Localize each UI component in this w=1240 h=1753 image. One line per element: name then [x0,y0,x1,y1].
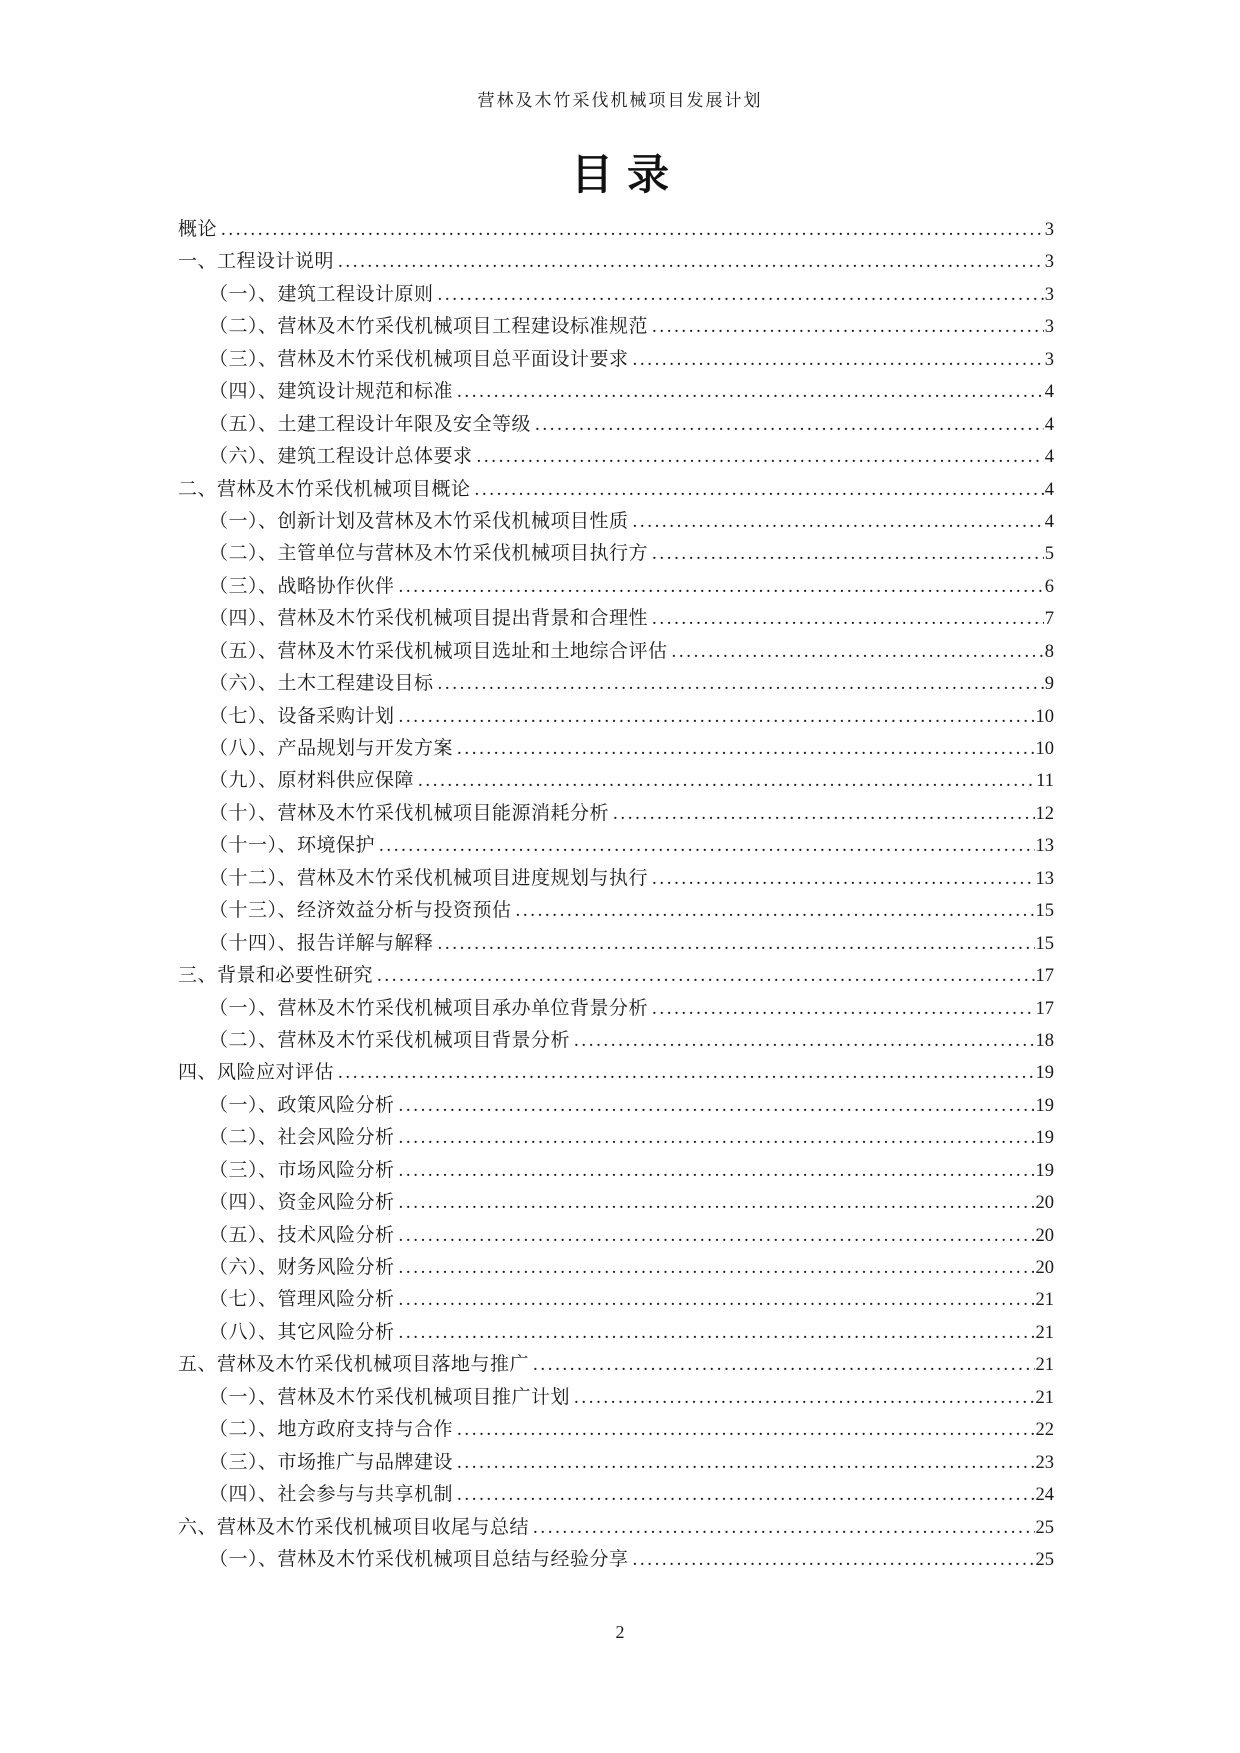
toc-entry[interactable] [178,279,1054,311]
toc-entry-page: 20 [1035,1193,1054,1214]
toc-entry[interactable] [178,1284,1054,1316]
toc-entry[interactable] [178,1382,1054,1414]
toc-entry-label: （四）、社会参与与共享机制 [209,1484,454,1506]
toc-leader-dots [221,214,1044,246]
toc-entry-page: 4 [1044,511,1054,532]
toc-entry[interactable] [178,668,1054,700]
toc-entry-page: 24 [1035,1485,1054,1506]
toc-title: 目录 [570,153,683,199]
toc-entry-page: 12 [1035,803,1054,824]
toc-leader-dots [574,1025,1034,1057]
toc-leader-dots [477,441,1044,473]
toc-entry-page: 15 [1035,901,1054,922]
toc-entry-page: 23 [1035,1452,1054,1473]
toc-entry[interactable] [178,1544,1054,1576]
toc-entry-label: （三）、营林及木竹采伐机械项目总平面设计要求 [209,348,629,370]
toc-entry-label: （八）、其它风险分析 [209,1321,395,1343]
toc-entry-page: 20 [1035,1258,1054,1278]
toc-entry-page: 10 [1035,739,1054,759]
toc-entry-label: （三）、市场推广与品牌建设 [209,1451,454,1473]
toc-entry-label: （一）、营林及木竹采伐机械项目总结与经验分享 [209,1548,629,1570]
toc-leader-dots [533,1512,1034,1544]
toc-entry-page: 11 [1036,771,1054,792]
toc-entry-page: 4 [1044,382,1054,403]
toc-leader-dots [652,538,1044,570]
toc-entry[interactable] [178,1057,1054,1089]
toc-entry-page: 4 [1044,447,1054,468]
toc-entry[interactable] [178,1479,1054,1511]
toc-entry[interactable] [178,506,1054,538]
toc-leader-dots [633,506,1044,538]
toc-leader-dots [457,1414,1034,1446]
toc-entry-page: 7 [1044,609,1054,630]
toc-entry-label: （七）、设备采购计划 [209,705,395,727]
toc-entry-page: 21 [1035,1322,1054,1343]
toc-leader-dots [338,246,1044,278]
toc-leader-dots [672,636,1044,668]
page-number-footer: 2 [615,1622,625,1642]
toc-entry[interactable] [178,765,1054,797]
toc-entry-page: 3 [1044,252,1054,273]
toc-entry-page: 19 [1035,1063,1054,1084]
toc-leader-dots [457,1447,1034,1479]
toc-entry-label: （九）、原材料供应保障 [209,770,415,792]
toc-entry[interactable] [178,895,1054,927]
toc-entry-label: （七）、管理风险分析 [209,1289,395,1311]
toc-leader-dots [457,1479,1034,1511]
toc-leader-dots [399,1284,1035,1316]
toc-entry-label: （一）、营林及木竹采伐机械项目推广计划 [209,1386,571,1408]
toc-entry[interactable] [178,603,1054,635]
toc-entry[interactable] [178,798,1054,830]
toc-entry[interactable] [178,1414,1054,1446]
toc-entry[interactable] [178,311,1054,343]
toc-leader-dots [475,474,1044,506]
toc-leader-dots [652,993,1034,1025]
toc-entry[interactable] [178,1512,1054,1544]
toc-entry-label: （五）、营林及木竹采伐机械项目选址和土地综合评估 [209,640,668,662]
toc-entry[interactable] [178,701,1054,733]
toc-entry-label: （十）、营林及木竹采伐机械项目能源消耗分析 [209,802,610,824]
toc-entry[interactable] [178,1090,1054,1122]
toc-entry-label: （二）、地方政府支持与合作 [209,1419,454,1441]
toc-entry[interactable] [178,214,1054,246]
toc-entry-label: （三）、市场风险分析 [209,1159,395,1181]
toc-leader-dots [399,1220,1035,1252]
toc-entry-page: 13 [1035,868,1054,889]
toc-entry-label: （二）、营林及木竹采伐机械项目背景分析 [209,1029,571,1051]
toc-leader-dots [399,1252,1035,1284]
toc-leader-dots [418,765,1035,797]
toc-entry-label: 六、营林及木竹采伐机械项目收尾与总结 [178,1516,530,1538]
toc-entry-label: 五、营林及木竹采伐机械项目落地与推广 [178,1354,530,1376]
toc-entry-label: （一）、营林及木竹采伐机械项目承办单位背景分析 [209,997,649,1019]
toc-entry[interactable] [178,1220,1054,1252]
toc-entry-page: 9 [1044,674,1054,695]
toc-entry-label: （四）、建筑设计规范和标准 [209,381,454,403]
toc-entry-label: （四）、营林及木竹采伐机械项目提出背景和合理性 [209,608,649,630]
toc-entry-page: 25 [1035,1549,1054,1570]
toc-entry-label: （一）、建筑工程设计原则 [209,283,434,305]
toc-entry[interactable] [178,376,1054,408]
toc-leader-dots [438,668,1044,700]
toc-entry-page: 21 [1035,1355,1054,1376]
toc-entry[interactable] [178,733,1054,765]
toc-entry[interactable] [178,1317,1054,1349]
toc-entry[interactable] [178,636,1054,668]
toc-leader-dots [533,1349,1034,1381]
toc-entry-page: 3 [1044,317,1054,338]
toc-entry-page: 19 [1035,1128,1054,1149]
toc-entry[interactable] [178,571,1054,603]
toc-leader-dots [516,895,1035,927]
toc-entry-label: （十一）、环境保护 [209,835,376,857]
toc-entry[interactable] [178,993,1054,1025]
toc-entry-page: 13 [1035,836,1054,857]
toc-leader-dots [652,603,1044,635]
toc-entry-page: 10 [1035,706,1054,727]
toc-leader-dots [338,1057,1034,1089]
toc-entry-label: （六）、财务风险分析 [209,1257,395,1278]
toc-entry-label: （五）、土建工程设计年限及安全等级 [209,413,532,435]
toc-entry-page: 21 [1035,1290,1054,1311]
toc-entry-label: （五）、技术风险分析 [209,1224,395,1246]
toc-leader-dots [633,1544,1035,1576]
toc-entry-page: 4 [1044,479,1054,500]
toc-leader-dots [399,571,1044,603]
toc-leader-dots [399,1317,1035,1349]
toc-entry-page: 3 [1044,220,1054,240]
toc-entry[interactable] [178,863,1054,895]
toc-entry-label: （一）、创新计划及营林及木竹采伐机械项目性质 [209,510,629,532]
toc-entry-page: 19 [1035,1095,1054,1116]
toc-entry-label: （六）、建筑工程设计总体要求 [209,446,473,468]
toc-list [178,214,1054,1576]
toc-entry[interactable] [178,409,1054,441]
toc-entry-page: 19 [1035,1160,1054,1181]
toc-entry-page: 3 [1044,284,1054,305]
toc-entry-label: 三、背景和必要性研究 [178,965,374,987]
toc-entry-page: 4 [1044,414,1054,435]
toc-leader-dots [399,1122,1035,1154]
toc-entry[interactable] [178,344,1054,376]
toc-entry[interactable] [178,1447,1054,1479]
toc-entry-label: （十三）、经济效益分析与投资预估 [209,900,512,922]
toc-leader-dots [535,409,1044,441]
toc-leader-dots [399,701,1035,733]
toc-entry-label: （二）、营林及木竹采伐机械项目工程建设标准规范 [209,316,649,338]
toc-leader-dots [613,798,1034,830]
toc-entry-page: 15 [1035,933,1054,954]
toc-entry-page: 25 [1035,1517,1054,1538]
toc-entry[interactable] [178,474,1054,506]
document-header-title: 营林及木竹采伐机械项目发展计划 [477,91,763,110]
toc-entry[interactable] [178,538,1054,570]
toc-entry-label: 概论 [178,219,218,240]
toc-leader-dots [399,1187,1035,1219]
toc-entry-label: （八）、产品规划与开发方案 [209,738,454,759]
toc-leader-dots [379,830,1034,862]
toc-entry-label: 一、工程设计说明 [178,251,335,273]
toc-entry-label: （十二）、营林及木竹采伐机械项目进度规划与执行 [209,867,649,889]
toc-entry-page: 21 [1035,1387,1054,1408]
toc-entry-label: （六）、土木工程建设目标 [209,673,434,695]
toc-leader-dots [457,376,1044,408]
toc-entry-label: （二）、社会风险分析 [209,1127,395,1149]
toc-entry[interactable] [178,441,1054,473]
toc-entry[interactable] [178,928,1054,960]
toc-leader-dots [633,344,1044,376]
toc-leader-dots [574,1382,1034,1414]
toc-leader-dots [399,1155,1035,1187]
toc-entry[interactable] [178,1187,1054,1219]
toc-entry-page: 3 [1044,349,1054,370]
toc-entry[interactable] [178,246,1054,278]
toc-entry[interactable] [178,1025,1054,1057]
toc-entry[interactable] [178,960,1054,992]
toc-entry-page: 17 [1035,998,1054,1019]
toc-entry[interactable] [178,830,1054,862]
toc-entry-label: 二、营林及木竹采伐机械项目概论 [178,478,471,500]
toc-entry-page: 5 [1044,544,1054,565]
toc-leader-dots [377,960,1034,992]
toc-leader-dots [399,1090,1035,1122]
toc-entry-label: （三）、战略协作伙伴 [209,575,395,597]
toc-entry-page: 17 [1035,966,1054,987]
toc-entry-label: （四）、资金风险分析 [209,1192,395,1214]
toc-entry[interactable] [178,1252,1054,1284]
toc-entry-label: 四、风险应对评估 [178,1062,335,1084]
toc-entry-page: 22 [1035,1420,1054,1441]
toc-entry[interactable] [178,1349,1054,1381]
toc-entry-label: （十四）、报告详解与解释 [209,932,434,954]
toc-leader-dots [652,311,1044,343]
toc-entry-page: 18 [1035,1030,1054,1051]
toc-leader-dots [652,863,1034,895]
toc-entry[interactable] [178,1155,1054,1187]
toc-entry-label: （二）、主管单位与营林及木竹采伐机械项目执行方 [209,543,649,565]
toc-entry-page: 20 [1035,1225,1054,1246]
toc-entry[interactable] [178,1122,1054,1154]
toc-entry-page: 8 [1044,641,1054,662]
toc-leader-dots [438,928,1035,960]
toc-entry-label: （一）、政策风险分析 [209,1094,395,1116]
toc-leader-dots [457,733,1034,765]
toc-leader-dots [438,279,1044,311]
toc-entry-page: 6 [1044,576,1054,597]
